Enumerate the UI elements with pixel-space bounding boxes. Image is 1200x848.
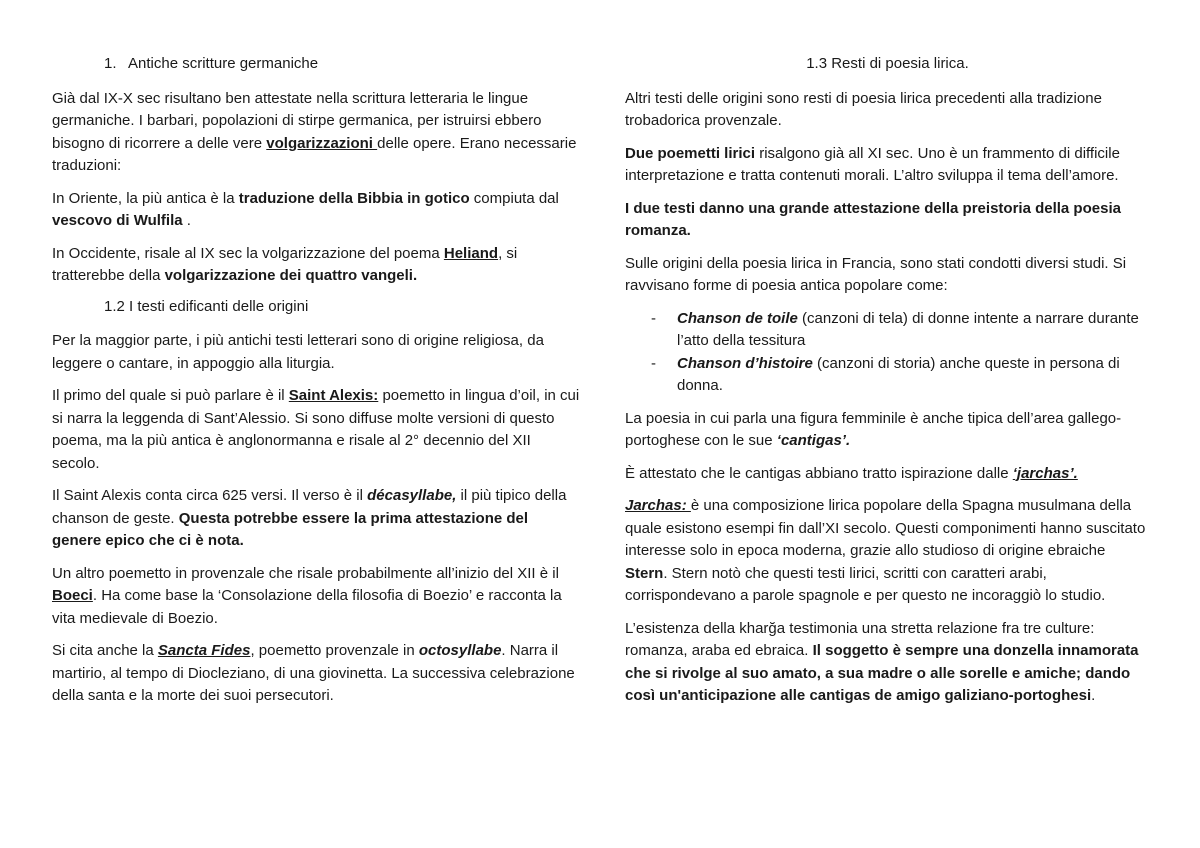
paragraph: Sulle origini della poesia lirica in Francia, sono stati condotti diversi studi. Si ravvisano forme di poesia antica popolare come: <box>625 254 1127 294</box>
dash-list <box>625 308 1150 398</box>
paragraph: Il primo del quale si può parlare è il Saint Alexis: poemetto in lingua d’oil, in cui si narra la leggenda di Sant’Alessio. Si sono diffuse molte versioni di questo poema, ma la più antica è anglonormanna e risale al 2° decennio del XII secolo. <box>52 387 580 472</box>
section-heading-1-3: 1.3 Resti di poesia lirica. <box>806 55 969 72</box>
paragraph: Un altro poemetto in provenzale che risale probabilmente all’inizio del XII è il Boeci. Ha come base la ‘Consolazione della filosofia di Boezio’ e racconta la vita medievale di Boezio. <box>52 564 562 627</box>
paragraph: L’esistenza della kharğa testimonia una stretta relazione fra tre culture: romanza, araba ed ebraica. Il soggetto è sempre una donzella innamorata che si rivolge al suo amato, a sua madre o alle sorelle e amiche; dando così un'anticipazione alle cantigas de amigo galiziano-portoghesi. <box>625 619 1139 704</box>
right-column <box>625 53 1150 718</box>
list-item: - Chanson d’histoire (canzoni di storia) anche queste in persona di donna. <box>651 354 1120 394</box>
paragraph: Il Saint Alexis conta circa 625 versi. Il verso è il décasyllabe, il più tipico della chanson de geste. Questa potrebbe essere la prima attestazione del genere epico che ci è nota. <box>52 487 567 549</box>
paragraph: Altri testi delle origini sono resti di poesia lirica precedenti alla tradizione trobadorica provenzale. <box>625 89 1102 129</box>
paragraph: Si cita anche la Sancta Fides, poemetto provenzale in octosyllabe. Narra il martirio, al tempo di Diocleziano, di una giovinetta. La successiva celebrazione della santa e la morte dei suoi persecutori. <box>52 642 575 704</box>
left-column <box>52 53 580 718</box>
paragraph: La poesia in cui parla una figura femminile è anche tipica dell’area gallego-portoghese con le sue ‘cantigas’. <box>625 409 1122 449</box>
paragraph: È attestato che le cantigas abbiano tratto ispirazione dalle ‘jarchas’. <box>625 464 1078 482</box>
section-heading-1-2: 1.2 I testi edificanti delle origini <box>104 297 309 315</box>
paragraph: I due testi danno una grande attestazione della preistoria della poesia romanza. <box>625 199 1121 239</box>
paragraph: Per la maggior parte, i più antichi testi letterari sono di origine religiosa, da leggere o cantare, in appoggio alla liturgia. <box>52 332 544 372</box>
paragraph: Già dal IX-X sec risultano ben attestate nella scrittura letteraria le lingue germaniche. I barbari, popolazioni di stirpe germanica, per istruirsi ebbero bisogno di ricorrere a delle vere volgarizzazioni delle opere. Erano necessarie traduzioni: <box>52 89 577 174</box>
paragraph: In Occidente, risale al IX sec la volgarizzazione del poema Heliand, si tratterebbe della volgarizzazione dei quattro vangeli. <box>52 244 518 284</box>
paragraph: In Oriente, la più antica è la traduzione della Bibbia in gotico compiuta dal vescovo di Wulfila . <box>52 189 559 229</box>
section-heading-1: 1. Antiche scritture germaniche <box>104 55 319 72</box>
paragraph: Due poemetti lirici risalgono già all XI sec. Uno è un frammento di difficile interpretazione e tratta contenuti morali. L’altro sviluppa il tema dell’amore. <box>625 144 1120 184</box>
paragraph: Jarchas: è una composizione lirica popolare della Spagna musulmana della quale esistono esempi fin dall’XI secolo. Questi componimenti hanno suscitato interesse solo in epoca moderna, grazie allo studioso di origine ebraiche Stern. Stern notò che questi testi lirici, scritti con caratteri arabi, corrispondevano a parole spagnole e per questo ne incoraggiò lo studio. <box>625 497 1146 604</box>
list-item: - Chanson de toile (canzoni di tela) di donne intente a narrare durante l’atto della tessitura <box>651 309 1139 349</box>
